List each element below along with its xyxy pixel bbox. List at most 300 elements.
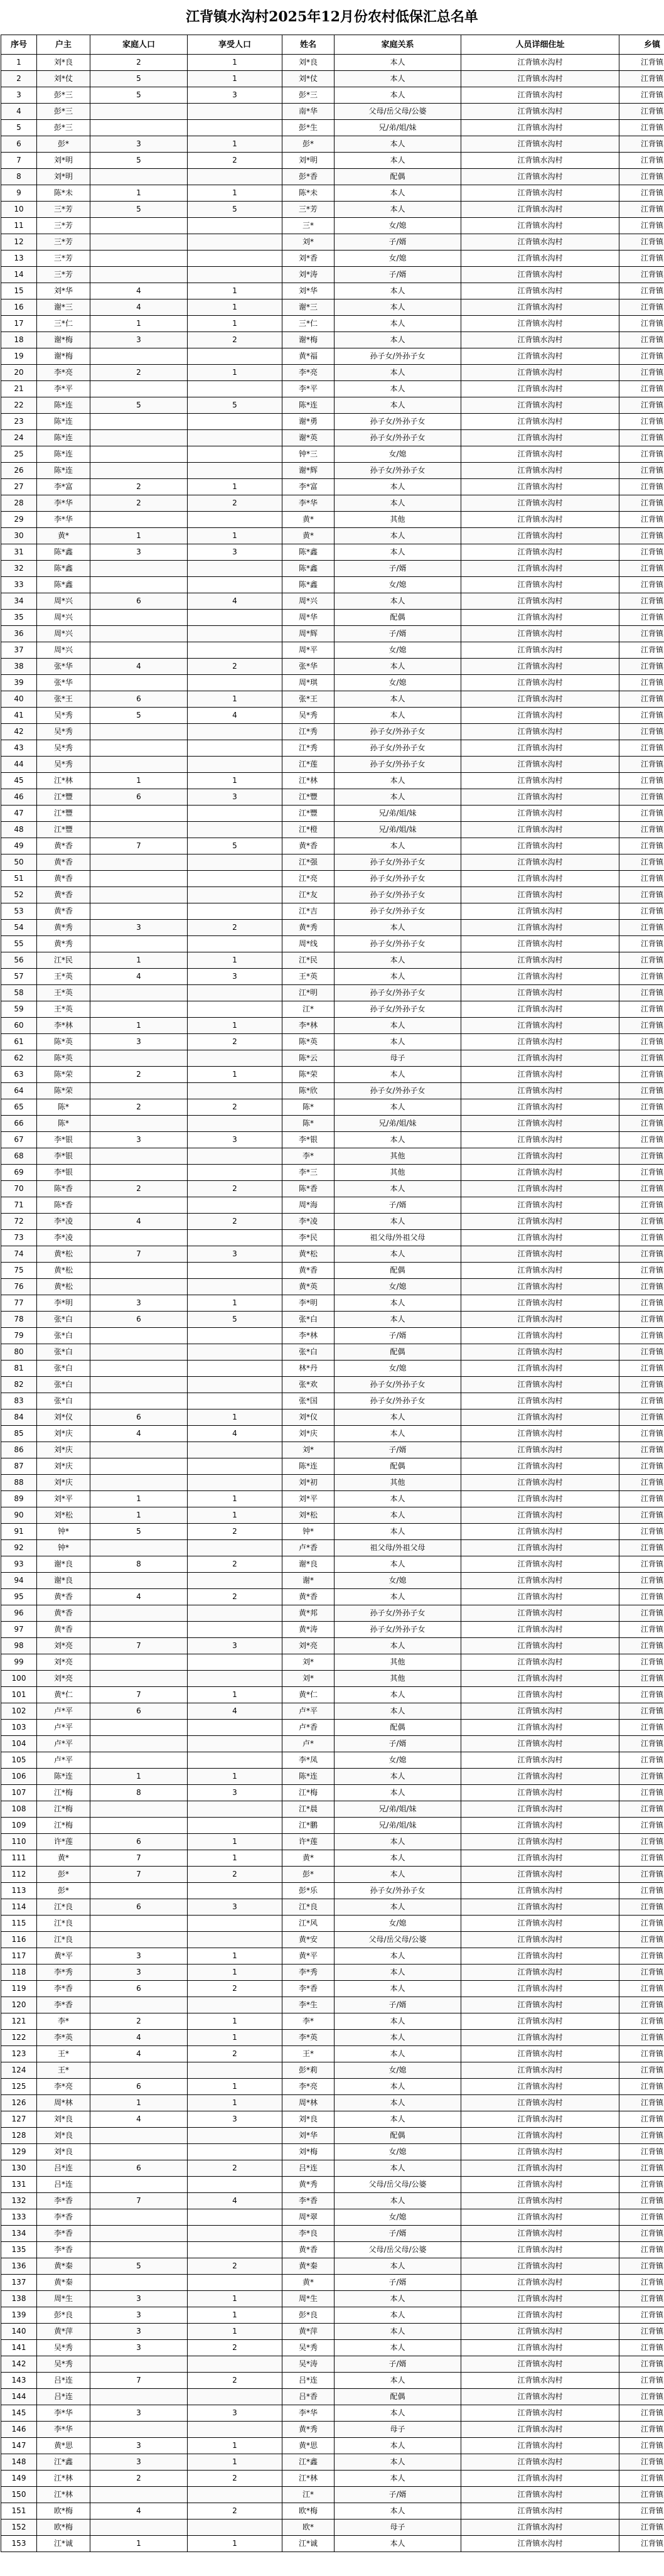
cell-householder: 刘*亮: [37, 1638, 90, 1654]
cell-address: 江背镇水沟村: [461, 2193, 619, 2209]
cell-recipients: [188, 2062, 282, 2079]
cell-relation: 女/媳: [335, 218, 461, 234]
cell-no: 69: [1, 1165, 37, 1181]
cell-householder: 陈*连: [37, 446, 90, 463]
cell-recipients: [188, 740, 282, 757]
cell-town: 江背镇: [619, 2503, 664, 2519]
cell-name: 刘*松: [282, 1507, 335, 1524]
table-row: [1, 1964, 664, 1981]
cell-relation: 本人: [335, 2013, 461, 2030]
table-row: [1, 1850, 664, 1867]
cell-relation: 本人: [335, 659, 461, 675]
cell-householder: 吕*连: [37, 2177, 90, 2193]
cell-town: 江背镇: [619, 2160, 664, 2177]
cell-householder: 李*华: [37, 495, 90, 512]
cell-recipients: 1: [188, 1018, 282, 1034]
table-row: [1, 969, 664, 985]
cell-recipients: [188, 757, 282, 773]
cell-recipients: 2: [188, 2160, 282, 2177]
table-row: [1, 202, 664, 218]
cell-relation: 祖父母/外祖父母: [335, 1230, 461, 1246]
cell-relation: 本人: [335, 1867, 461, 1883]
cell-relation: 配偶: [335, 2128, 461, 2144]
cell-town: 江背镇: [619, 1328, 664, 1344]
table-row: [1, 2340, 664, 2356]
table-row: [1, 1181, 664, 1197]
cell-relation: 女/媳: [335, 1573, 461, 1589]
table-row: [1, 675, 664, 691]
cell-town: 江背镇: [619, 430, 664, 446]
cell-no: 23: [1, 414, 37, 430]
table-row: [1, 1214, 664, 1230]
cell-no: 29: [1, 512, 37, 528]
cell-relation: 女/媳: [335, 675, 461, 691]
cell-family-size: [90, 2226, 188, 2242]
cell-householder: 江*良: [37, 1899, 90, 1916]
cell-address: 江背镇水沟村: [461, 2503, 619, 2519]
table-row: [1, 2487, 664, 2503]
cell-relation: 子/婿: [335, 2356, 461, 2373]
cell-householder: 李*凌: [37, 1214, 90, 1230]
cell-address: 江背镇水沟村: [461, 1801, 619, 1818]
cell-address: 江背镇水沟村: [461, 87, 619, 104]
cell-town: 江背镇: [619, 528, 664, 544]
table-row: [1, 544, 664, 561]
cell-address: 江背镇水沟村: [461, 659, 619, 675]
cell-family-size: [90, 1393, 188, 1409]
cell-family-size: [90, 822, 188, 838]
cell-no: 71: [1, 1197, 37, 1214]
table-row: [1, 610, 664, 626]
cell-no: 122: [1, 2030, 37, 2046]
cell-name: 刘*: [282, 1671, 335, 1687]
cell-address: 江背镇水沟村: [461, 1083, 619, 1099]
cell-address: 江背镇水沟村: [461, 2013, 619, 2030]
cell-recipients: 1: [188, 479, 282, 495]
cell-family-size: [90, 871, 188, 887]
cell-town: 江背镇: [619, 854, 664, 871]
cell-family-size: [90, 1801, 188, 1818]
cell-name: 周*生: [282, 2291, 335, 2307]
cell-address: 江背镇水沟村: [461, 153, 619, 169]
cell-no: 55: [1, 936, 37, 952]
cell-address: 江背镇水沟村: [461, 626, 619, 642]
cell-no: 8: [1, 169, 37, 185]
cell-address: 江背镇水沟村: [461, 1540, 619, 1556]
cell-address: 江背镇水沟村: [461, 169, 619, 185]
cell-town: 江背镇: [619, 1867, 664, 1883]
cell-family-size: 7: [90, 2373, 188, 2389]
cell-family-size: 6: [90, 1981, 188, 1997]
cell-address: 江背镇水沟村: [461, 1671, 619, 1687]
cell-town: 江背镇: [619, 1050, 664, 1067]
cell-relation: 本人: [335, 2046, 461, 2062]
cell-family-size: [90, 887, 188, 903]
cell-no: 131: [1, 2177, 37, 2193]
cell-recipients: 2: [188, 1034, 282, 1050]
cell-town: 江背镇: [619, 1540, 664, 1556]
cell-recipients: [188, 1165, 282, 1181]
cell-address: 江背镇水沟村: [461, 1034, 619, 1050]
cell-name: 彭*莉: [282, 2062, 335, 2079]
table-row: [1, 1638, 664, 1654]
table-row: [1, 397, 664, 414]
cell-recipients: 1: [188, 316, 282, 332]
cell-no: 59: [1, 1001, 37, 1018]
cell-recipients: 3: [188, 1132, 282, 1148]
cell-householder: 陈*鑫: [37, 577, 90, 593]
cell-family-size: [90, 2519, 188, 2536]
col-header-family-size: 家庭人口: [90, 35, 188, 55]
cell-name: 黄*香: [282, 838, 335, 854]
table-row: [1, 2536, 664, 2552]
cell-name: 刘*平: [282, 1491, 335, 1507]
cell-address: 江背镇水沟村: [461, 2079, 619, 2095]
cell-family-size: [90, 1377, 188, 1393]
cell-householder: 黄*秦: [37, 2258, 90, 2275]
cell-recipients: [188, 381, 282, 397]
table-row: [1, 1197, 664, 1214]
cell-no: 35: [1, 610, 37, 626]
cell-relation: 本人: [335, 1409, 461, 1426]
cell-recipients: 1: [188, 185, 282, 202]
cell-no: 150: [1, 2487, 37, 2503]
cell-name: 江*: [282, 2487, 335, 2503]
cell-town: 江背镇: [619, 71, 664, 87]
cell-householder: 刘*庆: [37, 1442, 90, 1458]
cell-address: 江背镇水沟村: [461, 1720, 619, 1736]
cell-relation: 本人: [335, 2373, 461, 2389]
table-row: [1, 1589, 664, 1605]
cell-no: 48: [1, 822, 37, 838]
cell-address: 江背镇水沟村: [461, 2438, 619, 2454]
cell-family-size: 8: [90, 1785, 188, 1801]
cell-recipients: [188, 1671, 282, 1687]
cell-recipients: 2: [188, 2471, 282, 2487]
cell-family-size: [90, 2128, 188, 2144]
cell-no: 117: [1, 1948, 37, 1964]
cell-relation: 子/婿: [335, 1736, 461, 1752]
cell-no: 10: [1, 202, 37, 218]
cell-relation: 本人: [335, 1834, 461, 1850]
cell-relation: 本人: [335, 1589, 461, 1605]
cell-householder: 刘*明: [37, 169, 90, 185]
table-row: [1, 2160, 664, 2177]
col-header-name: 姓名: [282, 35, 335, 55]
cell-name: 刘*梅: [282, 2144, 335, 2160]
cell-name: 张*王: [282, 691, 335, 708]
cell-town: 江背镇: [619, 740, 664, 757]
cell-address: 江背镇水沟村: [461, 1850, 619, 1867]
cell-householder: 陈*荣: [37, 1067, 90, 1083]
cell-family-size: [90, 381, 188, 397]
cell-recipients: [188, 1622, 282, 1638]
table-row: [1, 2226, 664, 2242]
cell-relation: 孙子女/外孙子女: [335, 871, 461, 887]
cell-householder: 江*豐: [37, 822, 90, 838]
cell-address: 江背镇水沟村: [461, 2226, 619, 2242]
cell-no: 13: [1, 251, 37, 267]
cell-address: 江背镇水沟村: [461, 1067, 619, 1083]
cell-relation: 本人: [335, 708, 461, 724]
cell-householder: 吕*连: [37, 2160, 90, 2177]
cell-relation: 其他: [335, 512, 461, 528]
cell-family-size: [90, 1475, 188, 1491]
cell-no: 25: [1, 446, 37, 463]
cell-relation: 子/婿: [335, 626, 461, 642]
cell-name: 李*华: [282, 495, 335, 512]
cell-relation: 本人: [335, 365, 461, 381]
cell-name: 三*: [282, 218, 335, 234]
cell-recipients: [188, 169, 282, 185]
cell-no: 5: [1, 120, 37, 136]
cell-householder: 李*亮: [37, 2079, 90, 2095]
table-row: [1, 299, 664, 316]
cell-householder: 李*香: [37, 1981, 90, 1997]
cell-recipients: [188, 2226, 282, 2242]
cell-address: 江背镇水沟村: [461, 2258, 619, 2275]
cell-recipients: [188, 871, 282, 887]
cell-householder: 谢*梅: [37, 348, 90, 365]
cell-name: 谢*英: [282, 430, 335, 446]
cell-recipients: 2: [188, 2503, 282, 2519]
cell-address: 江背镇水沟村: [461, 136, 619, 153]
table-row: [1, 169, 664, 185]
cell-householder: 陈*荣: [37, 1083, 90, 1099]
cell-family-size: 3: [90, 1034, 188, 1050]
cell-householder: 三*芳: [37, 234, 90, 251]
cell-recipients: [188, 1393, 282, 1409]
cell-no: 39: [1, 675, 37, 691]
cell-recipients: [188, 1540, 282, 1556]
cell-householder: 李*银: [37, 1148, 90, 1165]
cell-relation: 女/媳: [335, 2144, 461, 2160]
table-row: [1, 2062, 664, 2079]
cell-town: 江背镇: [619, 1246, 664, 1263]
cell-name: 周*线: [282, 936, 335, 952]
cell-town: 江背镇: [619, 1214, 664, 1230]
cell-householder: 李*华: [37, 2422, 90, 2438]
cell-town: 江背镇: [619, 348, 664, 365]
cell-no: 47: [1, 806, 37, 822]
cell-no: 77: [1, 1295, 37, 1312]
cell-no: 82: [1, 1377, 37, 1393]
cell-householder: 三*芳: [37, 251, 90, 267]
cell-no: 40: [1, 691, 37, 708]
cell-no: 100: [1, 1671, 37, 1687]
cell-relation: 配偶: [335, 610, 461, 626]
cell-name: 刘*: [282, 234, 335, 251]
cell-name: 彭*香: [282, 169, 335, 185]
cell-town: 江背镇: [619, 1573, 664, 1589]
cell-relation: 本人: [335, 969, 461, 985]
cell-address: 江背镇水沟村: [461, 1932, 619, 1948]
cell-householder: 卢*平: [37, 1720, 90, 1736]
cell-relation: 祖父母/外祖父母: [335, 1540, 461, 1556]
cell-relation: 兄/弟/姐/妹: [335, 1801, 461, 1818]
cell-relation: 女/媳: [335, 251, 461, 267]
cell-relation: 本人: [335, 2405, 461, 2422]
cell-no: 112: [1, 1867, 37, 1883]
cell-recipients: [188, 463, 282, 479]
cell-householder: 黄*香: [37, 854, 90, 871]
cell-no: 63: [1, 1067, 37, 1083]
cell-no: 126: [1, 2095, 37, 2111]
cell-address: 江背镇水沟村: [461, 251, 619, 267]
cell-recipients: [188, 120, 282, 136]
cell-town: 江背镇: [619, 1687, 664, 1703]
cell-no: 143: [1, 2373, 37, 2389]
cell-family-size: 4: [90, 2030, 188, 2046]
cell-householder: 刘*平: [37, 1491, 90, 1507]
cell-no: 119: [1, 1981, 37, 1997]
cell-town: 江背镇: [619, 675, 664, 691]
cell-address: 江背镇水沟村: [461, 1328, 619, 1344]
cell-address: 江背镇水沟村: [461, 218, 619, 234]
cell-no: 97: [1, 1622, 37, 1638]
cell-recipients: 1: [188, 71, 282, 87]
cell-relation: 本人: [335, 593, 461, 610]
table-row: [1, 2471, 664, 2487]
cell-town: 江背镇: [619, 2275, 664, 2291]
cell-address: 江背镇水沟村: [461, 2519, 619, 2536]
cell-family-size: 3: [90, 1964, 188, 1981]
cell-name: 刘*初: [282, 1475, 335, 1491]
cell-name: 彭*: [282, 136, 335, 153]
cell-town: 江背镇: [619, 2356, 664, 2373]
cell-address: 江背镇水沟村: [461, 1769, 619, 1785]
table-row: [1, 120, 664, 136]
cell-family-size: 3: [90, 2438, 188, 2454]
cell-householder: 刘*庆: [37, 1426, 90, 1442]
cell-family-size: 4: [90, 283, 188, 299]
cell-no: 38: [1, 659, 37, 675]
cell-householder: 陈*连: [37, 430, 90, 446]
cell-name: 卢*: [282, 1736, 335, 1752]
cell-family-size: [90, 430, 188, 446]
cell-householder: 吴*秀: [37, 708, 90, 724]
cell-relation: 本人: [335, 283, 461, 299]
cell-address: 江背镇水沟村: [461, 1703, 619, 1720]
cell-householder: 黄*秦: [37, 2275, 90, 2291]
table-row: [1, 251, 664, 267]
cell-family-size: 1: [90, 185, 188, 202]
table-row: [1, 903, 664, 920]
cell-address: 江背镇水沟村: [461, 1556, 619, 1573]
cell-town: 江背镇: [619, 120, 664, 136]
cell-no: 22: [1, 397, 37, 414]
cell-name: 欧*梅: [282, 2503, 335, 2519]
cell-no: 49: [1, 838, 37, 854]
cell-recipients: 2: [188, 332, 282, 348]
cell-name: 谢*勇: [282, 414, 335, 430]
cell-name: 江*林: [282, 2471, 335, 2487]
cell-no: 46: [1, 789, 37, 806]
table-row: [1, 1752, 664, 1769]
table-row: [1, 1622, 664, 1638]
cell-householder: 刘*亮: [37, 1654, 90, 1671]
cell-family-size: [90, 2209, 188, 2226]
cell-name: 李*秀: [282, 1964, 335, 1981]
cell-householder: 陈*连: [37, 463, 90, 479]
cell-name: 江*晨: [282, 1801, 335, 1818]
cell-family-size: 7: [90, 1687, 188, 1703]
cell-address: 江背镇水沟村: [461, 1736, 619, 1752]
table-row: [1, 1524, 664, 1540]
cell-name: 李*平: [282, 381, 335, 397]
cell-householder: 李*英: [37, 2030, 90, 2046]
cell-no: 130: [1, 2160, 37, 2177]
cell-name: 刘*华: [282, 283, 335, 299]
cell-family-size: 3: [90, 2307, 188, 2324]
cell-relation: 孙子女/外孙子女: [335, 414, 461, 430]
cell-address: 江背镇水沟村: [461, 1964, 619, 1981]
table-row: [1, 708, 664, 724]
cell-recipients: 1: [188, 283, 282, 299]
cell-address: 江背镇水沟村: [461, 2242, 619, 2258]
cell-address: 江背镇水沟村: [461, 1867, 619, 1883]
cell-householder: 张*白: [37, 1377, 90, 1393]
cell-recipients: 1: [188, 1687, 282, 1703]
cell-address: 江背镇水沟村: [461, 1638, 619, 1654]
cell-relation: 孙子女/外孙子女: [335, 1083, 461, 1099]
cell-householder: 李*华: [37, 512, 90, 528]
cell-recipients: [188, 887, 282, 903]
table-row: [1, 757, 664, 773]
cell-recipients: 1: [188, 1964, 282, 1981]
cell-name: 李*: [282, 2013, 335, 2030]
cell-relation: 子/婿: [335, 267, 461, 283]
table-row: [1, 316, 664, 332]
cell-relation: 本人: [335, 87, 461, 104]
cell-name: 黄*秦: [282, 2258, 335, 2275]
cell-householder: 周*林: [37, 2095, 90, 2111]
table-row: [1, 1703, 664, 1720]
cell-relation: 女/媳: [335, 1279, 461, 1295]
cell-town: 江背镇: [619, 283, 664, 299]
cell-name: 江*诚: [282, 2536, 335, 2552]
cell-householder: 三*芳: [37, 267, 90, 283]
cell-town: 江背镇: [619, 495, 664, 512]
cell-family-size: [90, 1932, 188, 1948]
cell-town: 江背镇: [619, 2340, 664, 2356]
cell-address: 江背镇水沟村: [461, 2062, 619, 2079]
cell-relation: 本人: [335, 381, 461, 397]
table-row: [1, 1442, 664, 1458]
table-row: [1, 985, 664, 1001]
cell-relation: 孙子女/外孙子女: [335, 1883, 461, 1899]
cell-town: 江背镇: [619, 185, 664, 202]
cell-town: 江背镇: [619, 871, 664, 887]
table-row: [1, 1475, 664, 1491]
cell-no: 53: [1, 903, 37, 920]
table-row: [1, 1230, 664, 1246]
cell-address: 江背镇水沟村: [461, 1752, 619, 1769]
cell-householder: 彭*三: [37, 120, 90, 136]
cell-no: 36: [1, 626, 37, 642]
cell-householder: 李*平: [37, 381, 90, 397]
table-row: [1, 1556, 664, 1573]
cell-relation: 子/婿: [335, 1442, 461, 1458]
cell-name: 黄*仁: [282, 1687, 335, 1703]
cell-address: 江背镇水沟村: [461, 55, 619, 71]
cell-householder: 张*王: [37, 691, 90, 708]
table-row: [1, 1654, 664, 1671]
cell-name: 刘*仪: [282, 1409, 335, 1426]
cell-relation: 本人: [335, 202, 461, 218]
cell-householder: 李*香: [37, 2226, 90, 2242]
cell-householder: 彭*三: [37, 104, 90, 120]
